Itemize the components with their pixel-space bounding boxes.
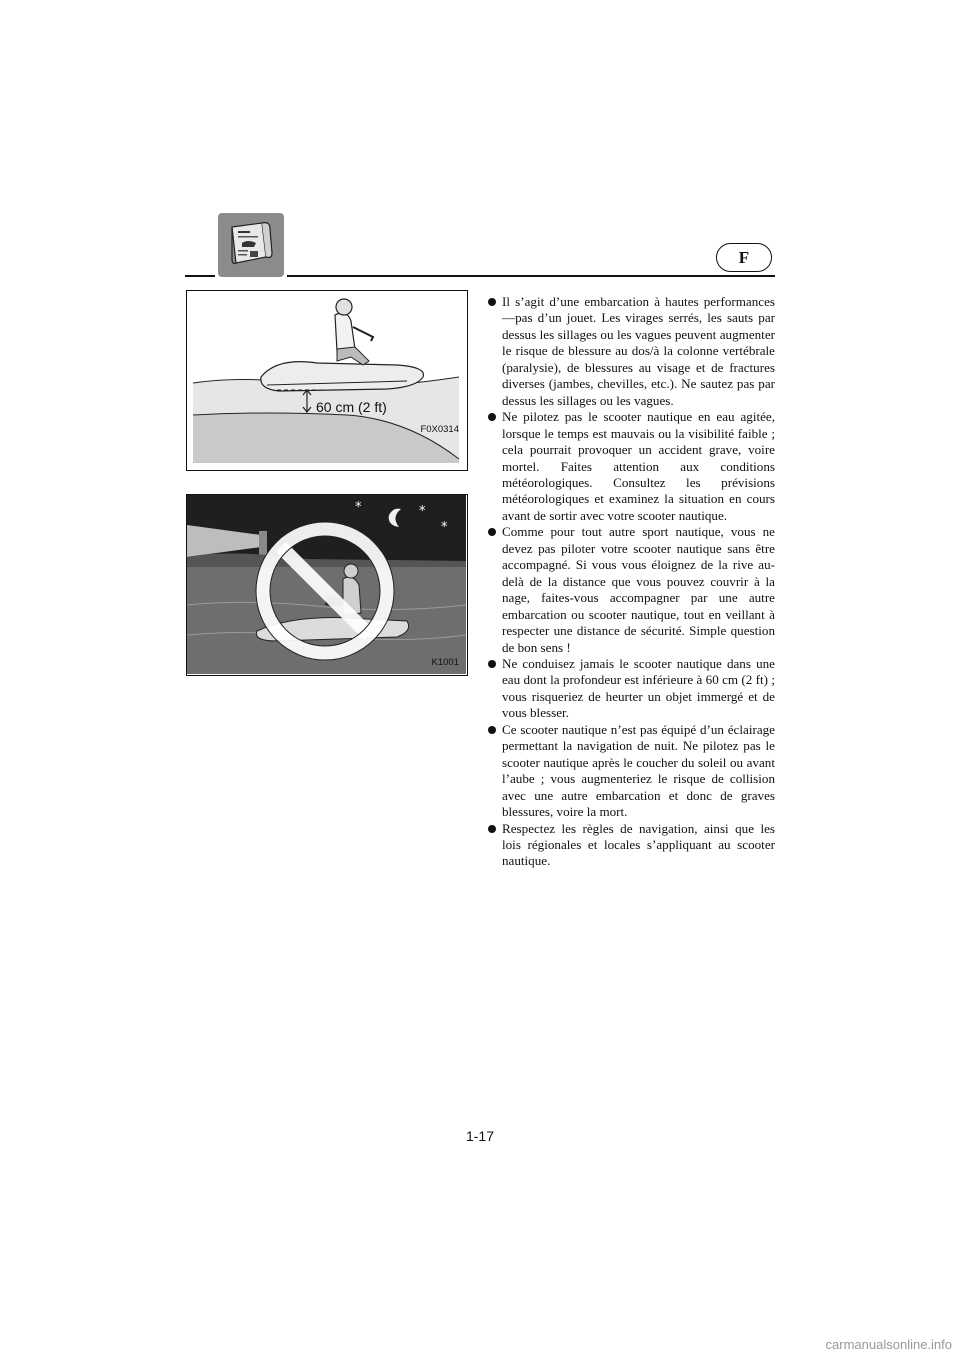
figure-code: K1001	[431, 657, 459, 668]
bullet-item	[488, 294, 775, 409]
bullet-icon	[488, 660, 496, 668]
bullet-icon	[488, 413, 496, 421]
manual-book-icon	[218, 213, 284, 277]
bullet-text: Comme pour tout autre sport nautique, vous ne devez pas piloter votre scooter nautique sans être accompagné. Si vous vous éloignez de la rive au-delà de la distance que vous pouvez couvrir à la nage, faites-vous accompagner par une autre embarcation ou scooter nautique, tout en veillant à respecter une distance de sécurité. Simple question de bon sens !	[502, 524, 775, 655]
bullet-text: Ne pilotez pas le scooter nautique en eau agitée, lorsque le temps est mauvais ou la visibilité faible ; cela pourrait provoquer un accident grave, voire mortel. Faites attention aux conditions météorologiques. Consultez les prévisions météorologiques et examinez la situation en cours avant de sortir avec votre scooter nautique.	[502, 409, 775, 523]
figure-shallow-water	[186, 290, 468, 471]
bullet-icon	[488, 298, 496, 306]
jetski-depth-illustration	[187, 291, 466, 469]
bullet-item	[488, 821, 775, 870]
watermark: carmanualsonline.info	[825, 1337, 952, 1352]
safety-bullet-list	[488, 294, 775, 870]
bullet-text: Respectez les règles de navigation, ainsi que les lois régionales et locales s’appliquant au scooter nautique.	[502, 820, 775, 869]
svg-text:*: *	[419, 504, 426, 519]
bullet-icon	[488, 528, 496, 536]
bullet-item	[488, 409, 775, 524]
bullet-item	[488, 722, 775, 821]
figure-code: F0X0314	[420, 424, 459, 435]
bullet-item	[488, 656, 775, 722]
depth-label: 60 cm (2 ft)	[316, 399, 387, 415]
svg-text:*: *	[441, 520, 448, 535]
bullet-item	[488, 524, 775, 656]
bullet-icon	[488, 726, 496, 734]
bullet-text: Ce scooter nautique n’est pas équipé d’un éclairage permettant la navigation de nuit. Ne pilotez pas le scooter nautique après le coucher du soleil ou avant l’aube ; vous augmenteriez le risque de collision avec une autre embarcation et donc de graves blessures, voire la mort.	[502, 721, 775, 820]
svg-text:*: *	[355, 500, 362, 515]
header-rule-right	[287, 275, 775, 277]
figure-no-night-riding	[186, 494, 468, 676]
header-rule-left	[185, 275, 215, 277]
bullet-text: Il s’agit d’une embarcation à hautes performances—pas d’un jouet. Les virages serrés, les sauts par dessus les sillages ou les vagues peuvent augmenter le risque de blessure au dos/à la colonne vertébrale (paralysie), de blessures au visage et de fractures diverses (jambes, chevilles, etc.). Ne sautez pas par dessus les sillages ou les vagues.	[502, 294, 775, 408]
language-badge: F	[716, 243, 772, 272]
bullet-icon	[488, 825, 496, 833]
night-prohibition-illustration	[187, 495, 466, 674]
bullet-text: Ne conduisez jamais le scooter nautique dans une eau dont la profondeur est inférieure à 60 cm (2 ft) ; vous risqueriez de heurter un objet immergé et de vous blesser.	[502, 655, 775, 721]
page-number: 1-17	[465, 1128, 495, 1144]
